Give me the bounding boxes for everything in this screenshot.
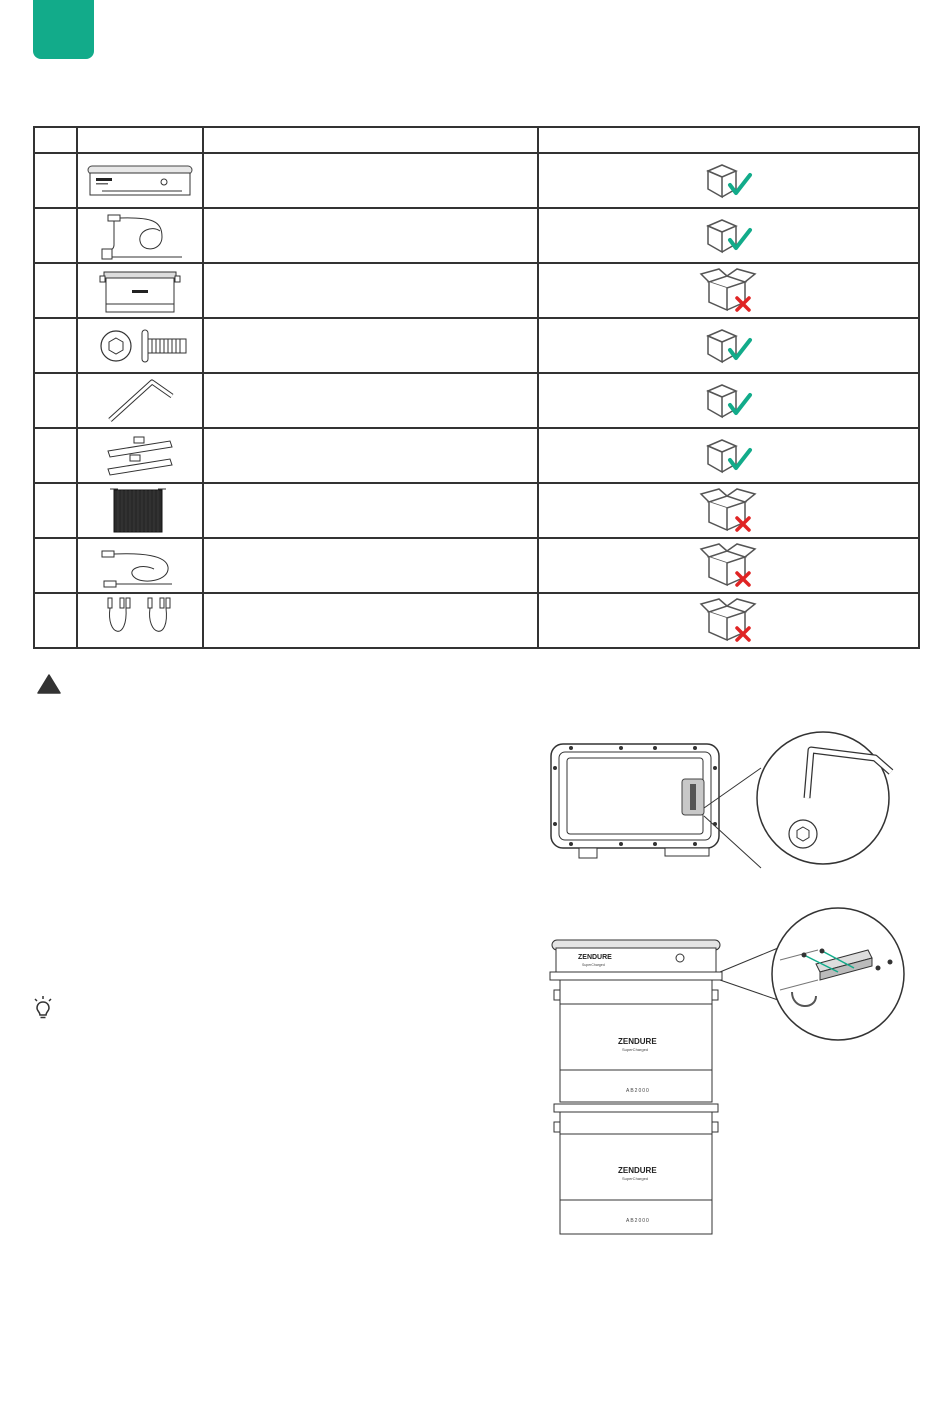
ac-cable-icon [82, 211, 198, 261]
row-number [34, 483, 77, 538]
screw-icon [82, 323, 198, 369]
open-box-cross-icon [699, 543, 759, 589]
row-description [203, 153, 538, 208]
table-row [34, 373, 919, 428]
table-header-row [34, 127, 919, 153]
open-box-cross-icon [699, 488, 759, 534]
battery-brand-label: ZENDURE [618, 1037, 657, 1046]
row-number [34, 318, 77, 373]
table-row [34, 208, 919, 263]
warning-icon [37, 674, 61, 694]
row-description [203, 318, 538, 373]
row-description [203, 373, 538, 428]
parts-table [33, 126, 920, 649]
box-check-icon [704, 434, 754, 478]
row-description [203, 483, 538, 538]
header-status [538, 127, 919, 153]
hex-key-icon [82, 376, 198, 426]
battery-model-label: AB2000 [626, 1088, 650, 1094]
table-row [34, 538, 919, 593]
extension-cable-icon [82, 541, 198, 591]
bracket-icon [82, 431, 198, 481]
battery-sub-label-2: SuperCharged [622, 1176, 649, 1181]
table-row [34, 263, 919, 318]
superbase-hub-icon [82, 158, 198, 204]
hub-back-illustration [545, 728, 915, 893]
box-check-icon [704, 214, 754, 258]
table-row [34, 153, 919, 208]
row-number [34, 373, 77, 428]
table-row [34, 428, 919, 483]
row-description [203, 593, 538, 648]
open-box-cross-icon [699, 598, 759, 644]
tip-lightbulb-icon [32, 996, 54, 1020]
box-check-icon [704, 159, 754, 203]
row-description [203, 263, 538, 318]
row-number [34, 538, 77, 593]
row-number [34, 428, 77, 483]
row-number [34, 153, 77, 208]
header-description [203, 127, 538, 153]
row-number [34, 208, 77, 263]
row-description [203, 208, 538, 263]
section-tab [33, 0, 94, 59]
open-box-cross-icon [699, 268, 759, 314]
battery-brand-label-2: ZENDURE [618, 1166, 657, 1175]
hub-brand-label: ZENDURE [578, 954, 612, 961]
row-number [34, 593, 77, 648]
box-check-icon [704, 379, 754, 423]
table-row [34, 318, 919, 373]
stack-illustration [548, 900, 918, 1245]
row-number [34, 263, 77, 318]
battery-pack-icon [82, 266, 198, 316]
solar-panel-icon [82, 486, 198, 536]
table-row [34, 483, 919, 538]
battery-sub-label: SuperCharged [622, 1047, 649, 1052]
table-row [34, 593, 919, 648]
battery-model-label-2: AB2000 [626, 1218, 650, 1224]
mc4-cable-icon [82, 596, 198, 646]
header-item [77, 127, 203, 153]
hub-sub-label: SuperCharged [582, 963, 605, 967]
box-check-icon [704, 324, 754, 368]
row-description [203, 428, 538, 483]
header-number [34, 127, 77, 153]
row-description [203, 538, 538, 593]
